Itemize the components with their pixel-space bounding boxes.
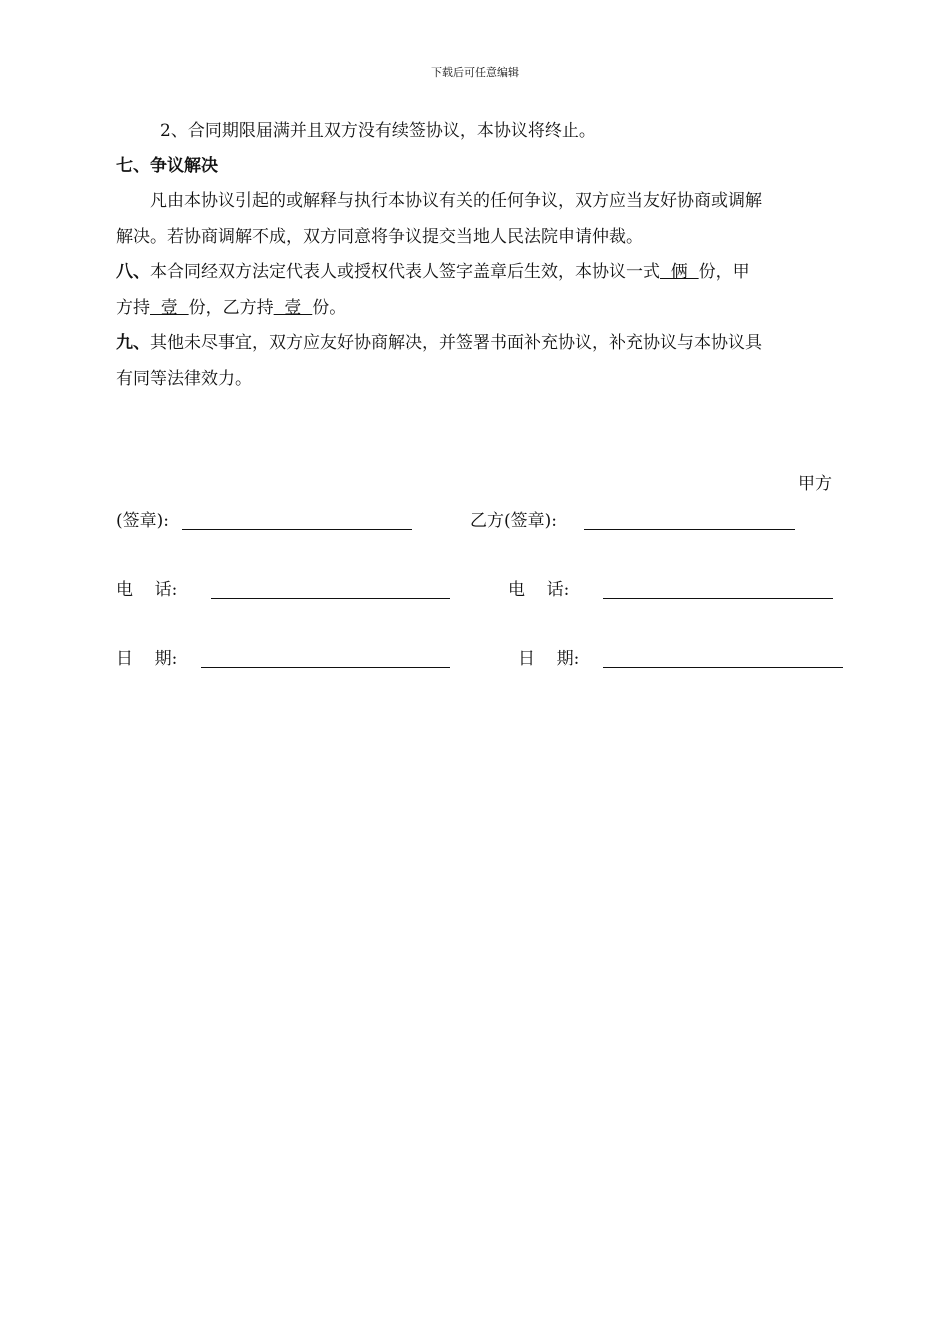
section-7-line-1: 凡由本协议引起的或解释与执行本协议有关的任何争议，双方应当友好协商或调解	[150, 191, 762, 211]
section-9-line-2: 有同等法律效力。	[116, 369, 252, 389]
party-a-phone-label: 电 话:	[116, 580, 178, 600]
section-9-line-1	[116, 332, 762, 354]
section-7-title: 七、争议解决	[116, 156, 218, 176]
party-b-date-label: 日 期:	[518, 649, 580, 669]
section-8-text-b: 份，甲	[698, 262, 750, 282]
party-a-phone-field[interactable]	[211, 598, 450, 599]
section-8-line2-c: 份。	[312, 298, 347, 318]
party-a-seal-label: (签章):	[116, 511, 169, 531]
party-a-label: 甲方	[798, 474, 832, 494]
section-8-line-2	[116, 297, 346, 319]
section-7-line-2: 解决。若协商调解不成，双方同意将争议提交当地人民法院申请仲裁。	[116, 227, 643, 247]
party-a-date-field[interactable]	[201, 667, 450, 668]
section-8-line-1	[116, 261, 750, 283]
party-a-seal-field[interactable]	[182, 529, 412, 530]
section-9-number: 九、	[116, 333, 150, 353]
page-header: 下载后可任意编辑	[431, 66, 519, 79]
clause-2-termination: 2、合同期限届满并且双方没有续签协议，本协议将终止。	[160, 121, 596, 141]
copies-total-field[interactable]: 俩	[660, 262, 699, 282]
section-8-line2-b: 份，乙方持	[188, 298, 274, 318]
section-8-number: 八、	[116, 262, 150, 282]
party-b-copies-field[interactable]: 壹	[273, 298, 313, 318]
party-b-phone-label: 电 话:	[508, 580, 570, 600]
party-b-date-field[interactable]	[603, 667, 843, 668]
section-8-line2-a: 方持	[116, 298, 150, 318]
party-a-copies-field[interactable]: 壹	[150, 298, 189, 318]
section-8-text-a: 本合同经双方法定代表人或授权代表人签字盖章后生效，本协议一式	[150, 262, 660, 282]
party-b-seal-field[interactable]	[584, 529, 795, 530]
party-b-seal-label: 乙方(签章):	[470, 511, 557, 531]
party-a-date-label: 日 期:	[116, 649, 178, 669]
section-9-text: 其他未尽事宜，双方应友好协商解决，并签署书面补充协议，补充协议与本协议具	[150, 333, 762, 353]
party-b-phone-field[interactable]	[603, 598, 833, 599]
